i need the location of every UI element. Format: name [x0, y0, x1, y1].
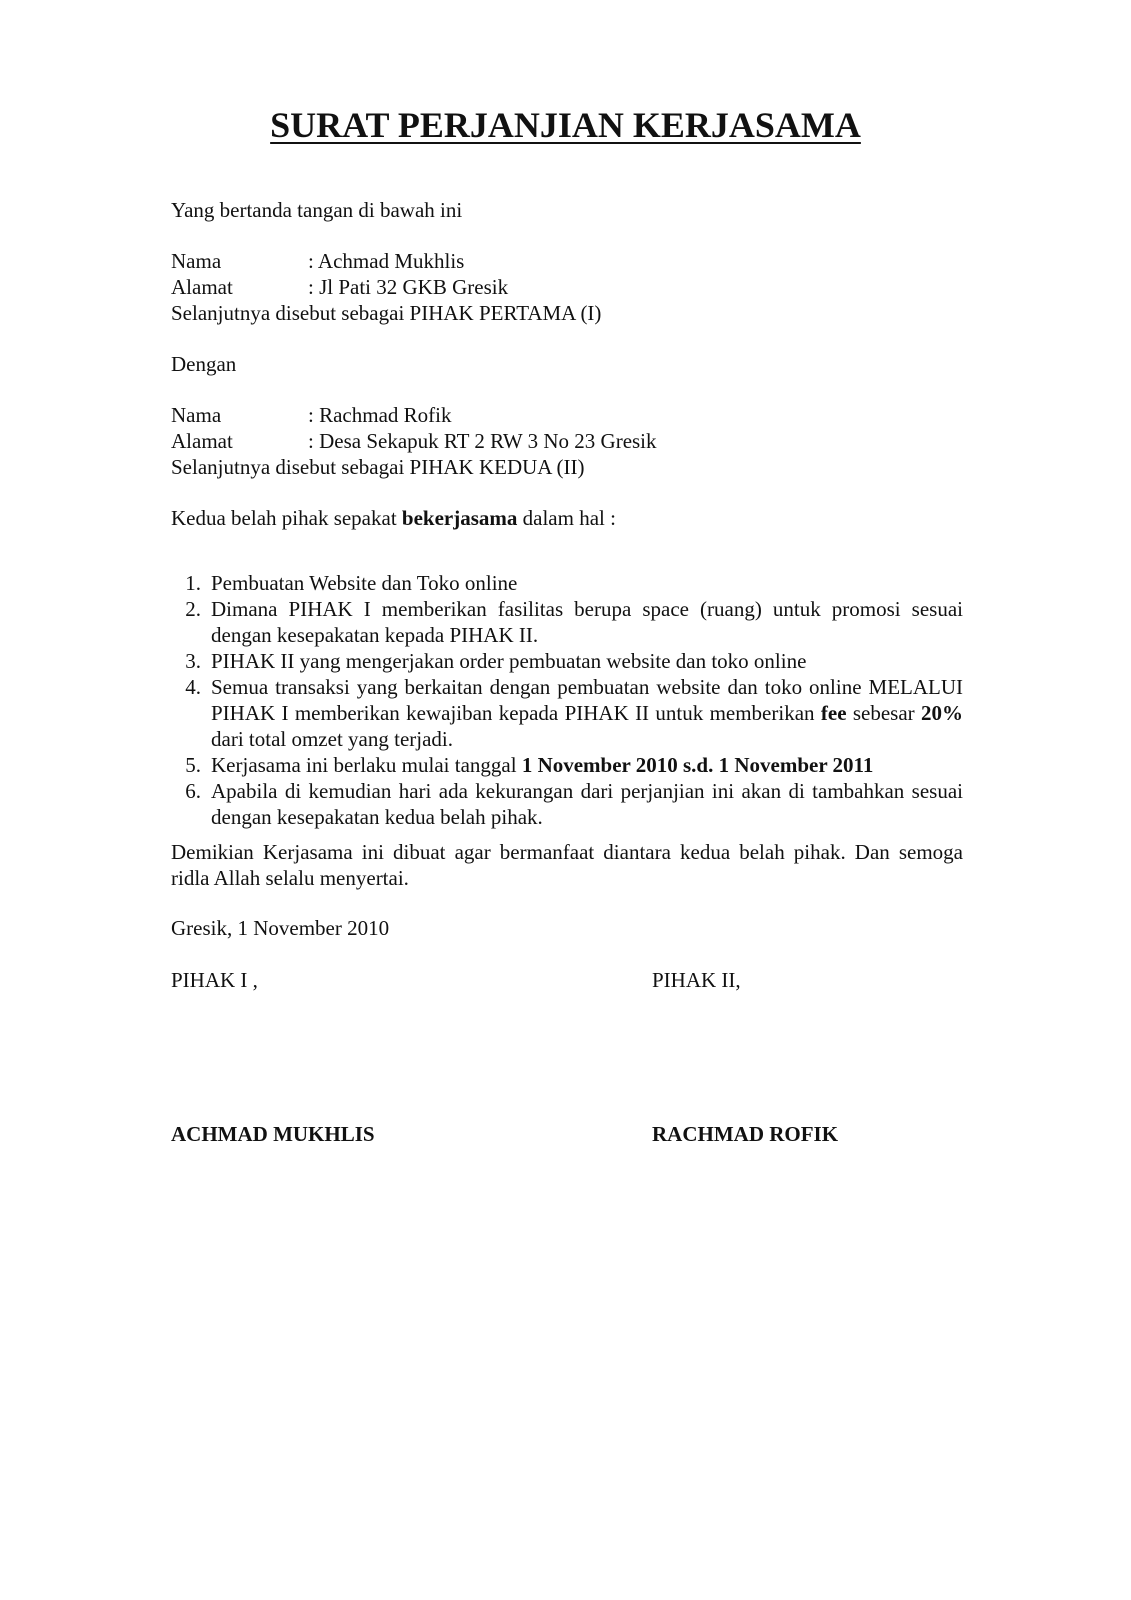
- intro-text: Yang bertanda tangan di bawah ini: [171, 198, 463, 222]
- party2-address-value: : Desa Sekapuk RT 2 RW 3 No 23 Gresik: [308, 429, 657, 453]
- party1-name-row: Nama : Achmad Mukhlis: [171, 249, 465, 273]
- agreement-items-list: [171, 570, 963, 830]
- signature-label-party1: PIHAK I ,: [171, 968, 258, 992]
- party2-address-row: Alamat : Desa Sekapuk RT 2 RW 3 No 23 Gresik: [171, 429, 657, 453]
- party2-designation: Selanjutnya disebut sebagai PIHAK KEDUA (II): [171, 455, 585, 479]
- party1-name-value: : Achmad Mukhlis: [308, 249, 465, 273]
- party1-designation: Selanjutnya disebut sebagai PIHAK PERTAMA (I): [171, 301, 602, 325]
- party2-details: [171, 402, 963, 480]
- list-item: 6. Apabila di kemudian hari ada kekurangan dari perjanjian ini akan di tambahkan sesuai dengan kesepakatan kedua belah pihak.: [185, 779, 963, 829]
- list-item: 2. Dimana PIHAK I memberikan fasilitas berupa space (ruang) untuk promosi sesuai dengan kesepakatan kepada PIHAK II.: [185, 597, 963, 647]
- document-title: SURAT PERJANJIAN KERJASAMA: [270, 105, 861, 145]
- list-item: 1. Pembuatan Website dan Toko online: [185, 571, 518, 595]
- party1-address-value: : Jl Pati 32 GKB Gresik: [308, 275, 509, 299]
- agreement-statement: Kedua belah pihak sepakat bekerjasama dalam hal :: [171, 506, 616, 530]
- closing-paragraph: Demikian Kerjasama ini dibuat agar bermanfaat diantara kedua belah pihak. Dan semoga ridla Allah selalu menyertai.: [171, 840, 963, 890]
- party2-name-value: : Rachmad Rofik: [308, 403, 452, 427]
- place-date: Gresik, 1 November 2010: [171, 916, 390, 940]
- list-item: 4. Semua transaksi yang berkaitan dengan pembuatan website dan toko online MELALUI PIHAK I memberikan kewajiban kepada PIHAK II untuk memberikan fee sebesar 20% dari total omzet yang terjadi.: [185, 675, 964, 751]
- signature-name-party2: RACHMAD ROFIK: [652, 1122, 839, 1146]
- party2-name-row: Nama : Rachmad Rofik: [171, 403, 452, 427]
- party1-address-row: Alamat : Jl Pati 32 GKB Gresik: [171, 275, 509, 299]
- with-text: Dengan: [171, 352, 237, 376]
- party1-details: [171, 248, 963, 326]
- signature-name-party1: ACHMAD MUKHLIS: [171, 1122, 375, 1146]
- list-item: 3. PIHAK II yang mengerjakan order pembuatan website dan toko online: [185, 649, 807, 673]
- list-item: 5. Kerjasama ini berlaku mulai tanggal 1 November 2010 s.d. 1 November 2011: [185, 753, 874, 777]
- signature-label-party2: PIHAK II,: [652, 968, 741, 992]
